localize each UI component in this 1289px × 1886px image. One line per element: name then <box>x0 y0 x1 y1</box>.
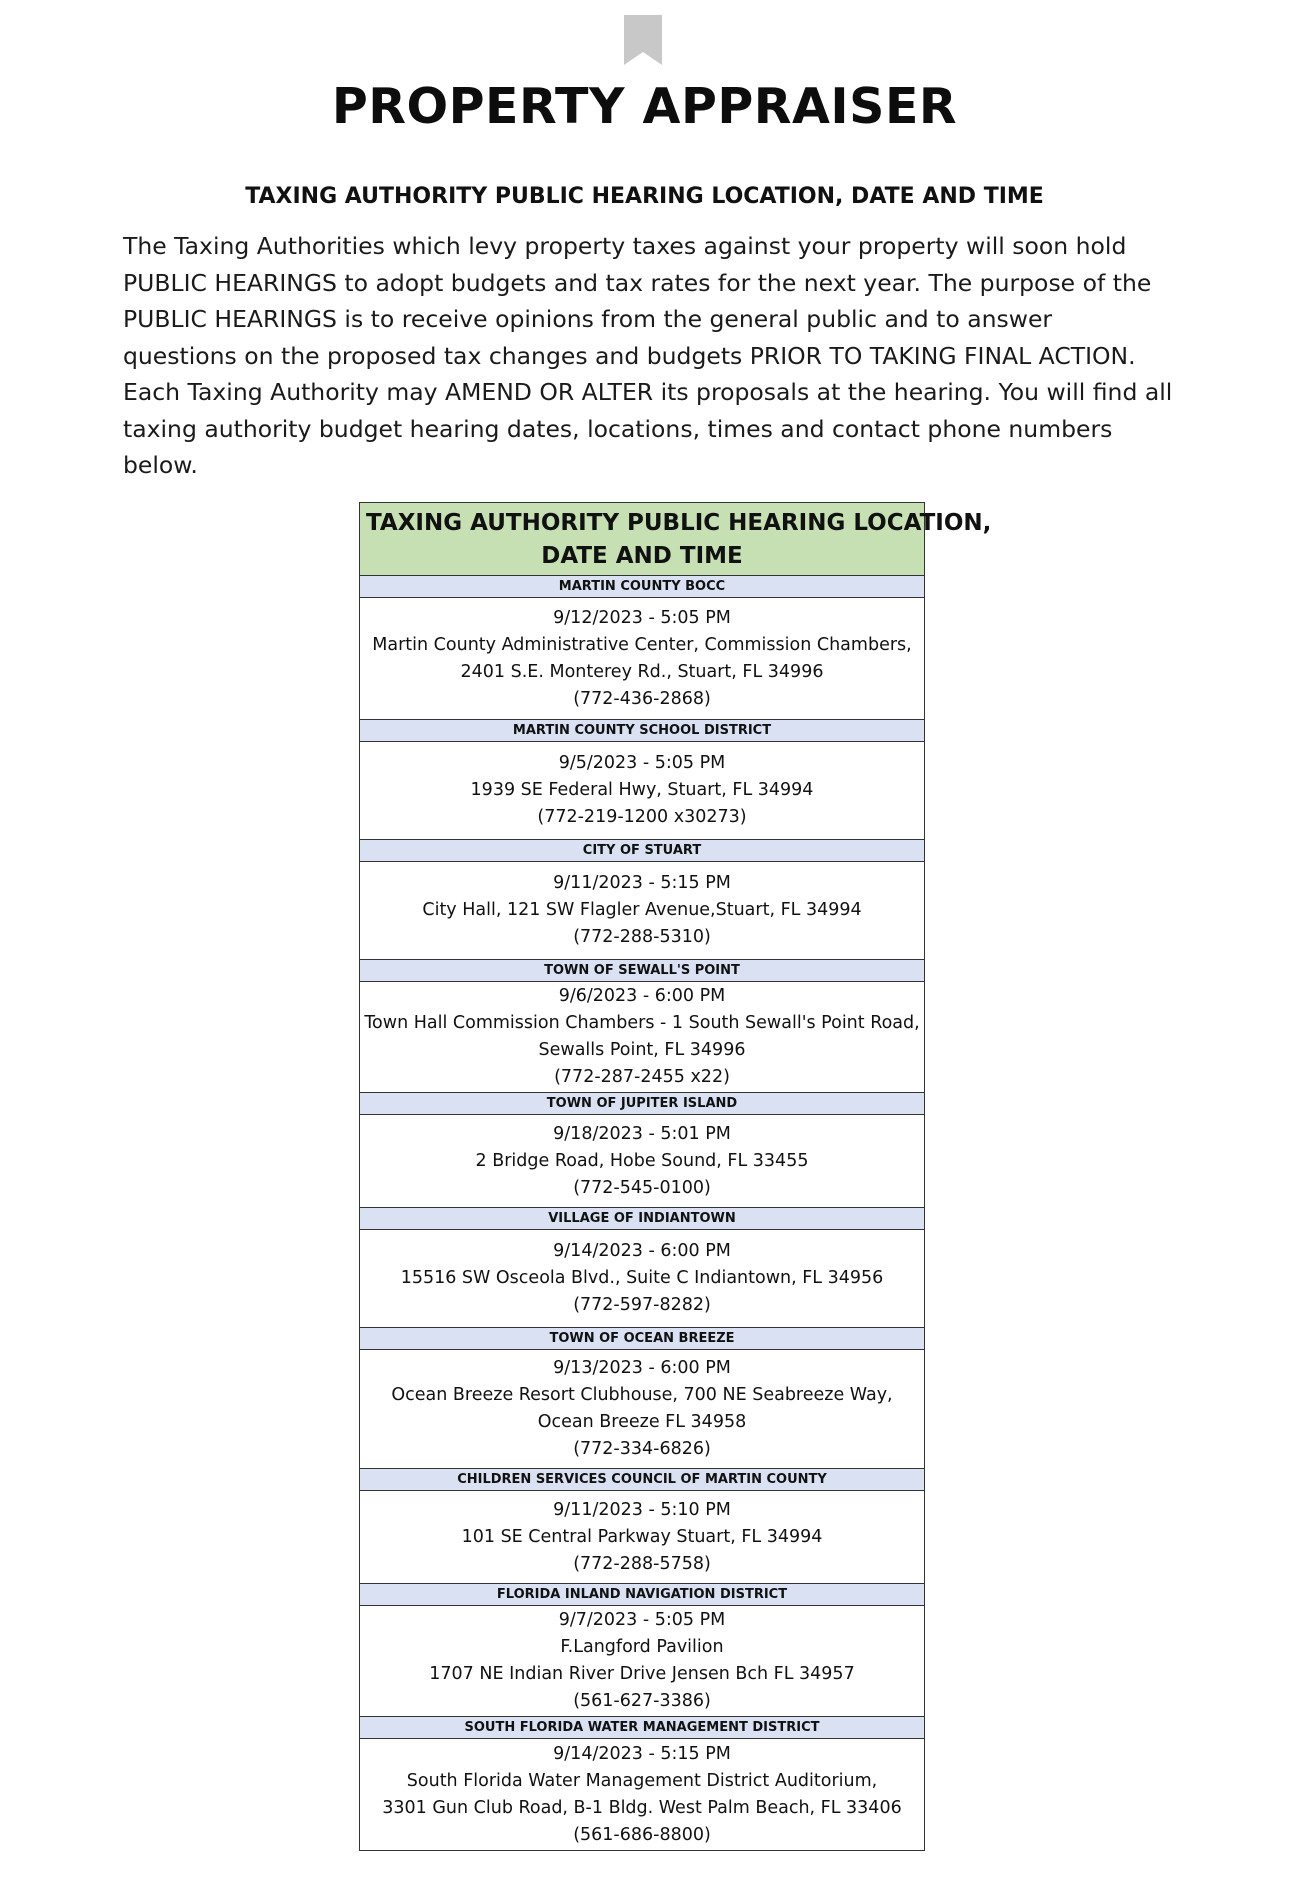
authority-details <box>360 1350 924 1469</box>
intro-paragraph: The Taxing Authorities which levy property taxes against your property will soon hold PUBLIC HEARINGS to adopt budgets and tax rates for the next year. The purpose of the PUBLIC HEARINGS is to receive opinions from the general public and to answer questions on the proposed tax changes and budgets PRIOR TO TAKING FINAL ACTION. Each Taxing Authority may AMEND OR ALTER its proposals at the hearing. You will find all taxing authority budget hearing dates, locations, times and contact phone numbers below. <box>123 232 1173 479</box>
hearing-address-line: 1939 SE Federal Hwy, Stuart, FL 34994 <box>470 780 814 800</box>
authority-details <box>360 1230 924 1328</box>
hearing-address-line: 15516 SW Osceola Blvd., Suite C Indiantown, FL 34956 <box>400 1268 884 1288</box>
hearing-address-line: Martin County Administrative Center, Commission Chambers, <box>372 634 912 655</box>
contact-phone: (772-545-0100) <box>573 1177 711 1198</box>
authority-header: VILLAGE OF INDIANTOWN <box>360 1208 924 1230</box>
contact-phone: (772-334-6826) <box>573 1439 711 1459</box>
contact-phone: (561-686-8800) <box>573 1824 711 1845</box>
hearing-address-line: F.Langford Pavilion <box>560 1637 724 1657</box>
authority-details <box>360 1739 924 1850</box>
hearing-datetime: 9/6/2023 - 6:00 PM <box>558 986 726 1006</box>
page-title: PROPERTY APPRAISER <box>331 78 958 135</box>
hearing-address-line: South Florida Water Management District Auditorium, <box>406 1770 878 1791</box>
hearing-address-line: Town Hall Commission Chambers - 1 South Sewall's Point Road, <box>364 1013 920 1033</box>
authority-header: SOUTH FLORIDA WATER MANAGEMENT DISTRICT <box>360 1717 924 1739</box>
authority-header: TOWN OF JUPITER ISLAND <box>360 1093 924 1115</box>
hearing-address-line: 1707 NE Indian River Drive Jensen Bch FL 34957 <box>429 1664 855 1684</box>
authority-header: CITY OF STUART <box>360 840 924 862</box>
hearing-address-line: 3301 Gun Club Road, B-1 Bldg. West Palm Beach, FL 33406 <box>382 1797 902 1818</box>
contact-phone: (772-436-2868) <box>573 688 711 709</box>
bookmark-icon[interactable] <box>624 15 662 65</box>
hearing-datetime: 9/11/2023 - 5:15 PM <box>553 873 731 893</box>
table-title-line-1: TAXING AUTHORITY PUBLIC HEARING LOCATION, <box>366 510 992 536</box>
hearing-address-line: 2401 S.E. Monterey Rd., Stuart, FL 34996 <box>460 661 824 682</box>
hearing-datetime: 9/13/2023 - 6:00 PM <box>553 1358 731 1378</box>
authority-header: TOWN OF SEWALL'S POINT <box>360 960 924 982</box>
hearing-datetime: 9/7/2023 - 5:05 PM <box>558 1610 726 1630</box>
hearing-datetime: 9/5/2023 - 5:05 PM <box>558 753 726 773</box>
authority-header: CHILDREN SERVICES COUNCIL OF MARTIN COUNTY <box>360 1469 924 1491</box>
contact-phone: (772-288-5758) <box>573 1553 711 1574</box>
authority-details <box>360 982 924 1093</box>
contact-phone: (772-288-5310) <box>573 927 711 947</box>
hearing-address-line: Sewalls Point, FL 34996 <box>538 1040 746 1060</box>
hearing-address-line: City Hall, 121 SW Flagler Avenue,Stuart, FL 34994 <box>422 900 862 920</box>
hearing-datetime: 9/14/2023 - 5:15 PM <box>553 1743 731 1764</box>
authority-details <box>360 1115 924 1208</box>
authority-header: FLORIDA INLAND NAVIGATION DISTRICT <box>360 1584 924 1606</box>
hearing-datetime: 9/14/2023 - 6:00 PM <box>553 1241 731 1261</box>
hearing-datetime: 9/18/2023 - 5:01 PM <box>553 1123 731 1144</box>
contact-phone: (772-597-8282) <box>573 1295 711 1315</box>
authority-details <box>360 742 924 840</box>
section-subtitle: TAXING AUTHORITY PUBLIC HEARING LOCATION, DATE AND TIME <box>245 184 1044 209</box>
contact-phone: (772-287-2455 x22) <box>554 1067 730 1087</box>
table-title <box>360 503 992 576</box>
hearing-schedule-table <box>359 502 992 1851</box>
hearing-address-line: Ocean Breeze FL 34958 <box>537 1412 747 1432</box>
hearing-address-line: 2 Bridge Road, Hobe Sound, FL 33455 <box>475 1150 809 1171</box>
authority-header: MARTIN COUNTY BOCC <box>360 576 924 598</box>
contact-phone: (561-627-3386) <box>573 1691 711 1711</box>
hearing-address-line: Ocean Breeze Resort Clubhouse, 700 NE Seabreeze Way, <box>391 1385 893 1405</box>
authority-details <box>360 598 924 720</box>
authority-list <box>360 576 924 1850</box>
hearing-address-line: 101 SE Central Parkway Stuart, FL 34994 <box>461 1526 823 1547</box>
authority-header: TOWN OF OCEAN BREEZE <box>360 1328 924 1350</box>
authority-details <box>360 1606 924 1717</box>
authority-header: MARTIN COUNTY SCHOOL DISTRICT <box>360 720 924 742</box>
authority-details <box>360 862 924 960</box>
contact-phone: (772-219-1200 x30273) <box>537 807 747 827</box>
hearing-datetime: 9/11/2023 - 5:10 PM <box>553 1499 731 1520</box>
authority-details <box>360 1491 924 1584</box>
hearing-datetime: 9/12/2023 - 5:05 PM <box>553 607 731 628</box>
table-title-line-2: DATE AND TIME <box>541 543 743 569</box>
